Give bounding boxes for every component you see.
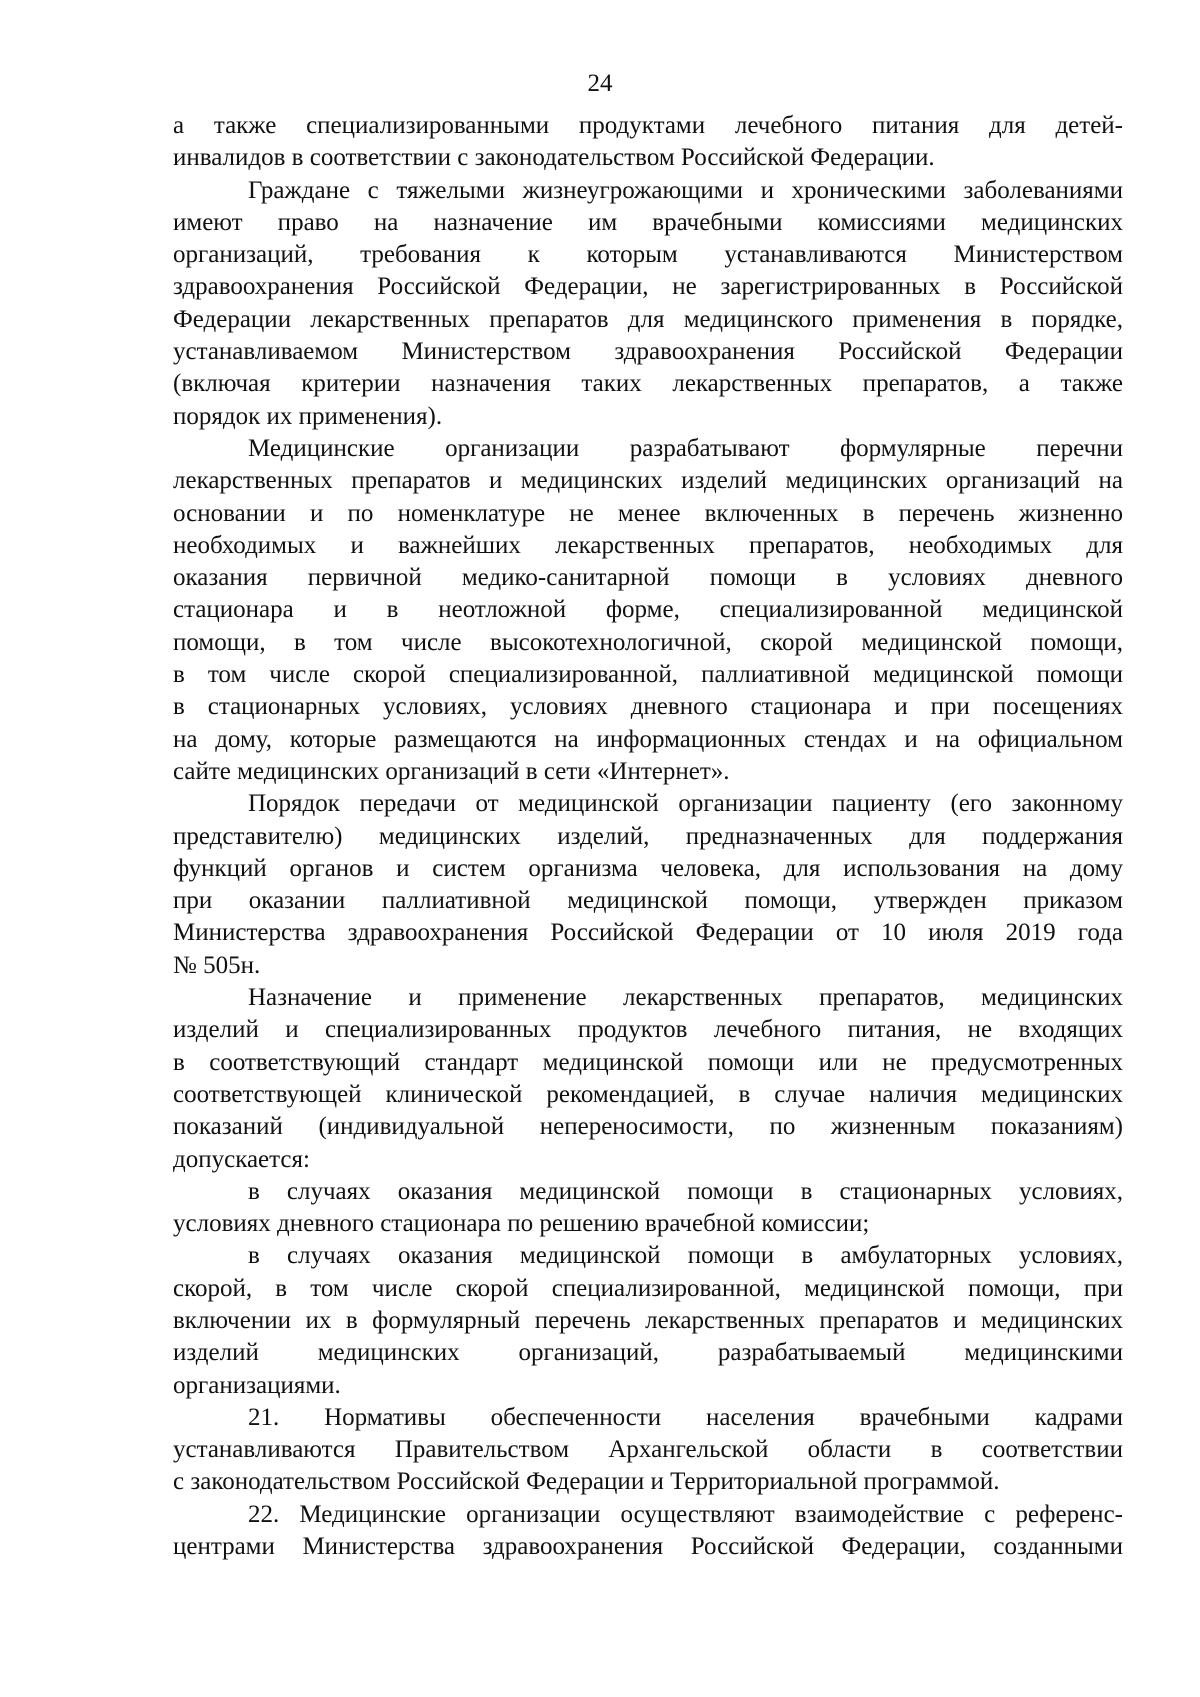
text-line: при оказании паллиативной медицинской помощи, утвержден приказом xyxy=(173,887,1123,915)
text-line: показаний (индивидуальной непереносимости, по жизненным показаниям) xyxy=(173,1113,1123,1141)
text-line: Назначение и применение лекарственных препаратов, медицинских xyxy=(248,984,1123,1012)
text-line: лекарственных препаратов и медицинских изделий медицинских организаций на xyxy=(173,467,1123,495)
text-line: Медицинские организации разрабатывают формулярные перечни xyxy=(248,434,1123,462)
text-line: 22. Медицинские организации осуществляют взаимодействие с референс- xyxy=(248,1500,1123,1528)
text-line: организациями. xyxy=(173,1371,341,1399)
text-line: на дому, которые размещаются на информационных стендах и на официальном xyxy=(173,725,1123,753)
text-line: инвалидов в соответствии с законодательством Российской Федерации. xyxy=(173,144,935,172)
text-line: условиях дневного стационара по решению врачебной комиссии; xyxy=(173,1210,870,1238)
text-line: представителю) медицинских изделий, предназначенных для поддержания xyxy=(173,822,1123,850)
text-line: центрами Министерства здравоохранения Российской Федерации, созданными xyxy=(173,1533,1123,1561)
text-line: изделий и специализированных продуктов лечебного питания, не входящих xyxy=(173,1016,1123,1044)
text-line: оказания первичной медико-санитарной помощи в условиях дневного xyxy=(173,564,1123,592)
text-line: стационара и в неотложной форме, специализированной медицинской xyxy=(173,596,1123,624)
text-line: включении их в формулярный перечень лекарственных препаратов и медицинских xyxy=(173,1306,1123,1334)
text-line: Министерства здравоохранения Российской Федерации от 10 июля 2019 года xyxy=(173,919,1123,947)
text-line: устанавливаемом Министерством здравоохранения Российской Федерации xyxy=(173,338,1123,366)
text-line: устанавливаются Правительством Архангельской области в соответствии xyxy=(173,1436,1123,1464)
document-body xyxy=(173,110,1123,1563)
text-line: в стационарных условиях, условиях дневного стационара и при посещениях xyxy=(173,693,1123,721)
text-line: допускается: xyxy=(173,1145,310,1173)
text-line: в случаях оказания медицинской помощи в амбулаторных условиях, xyxy=(248,1242,1123,1270)
text-line: основании и по номенклатуре не менее включенных в перечень жизненно xyxy=(173,499,1123,527)
text-line: с законодательством Российской Федерации и Территориальной программой. xyxy=(173,1468,1000,1496)
text-line: организаций, требования к которым устанавливаются Министерством xyxy=(173,241,1123,269)
text-line: Граждане с тяжелыми жизнеугрожающими и хроническими заболеваниями xyxy=(248,176,1123,204)
text-line: Федерации лекарственных препаратов для медицинского применения в порядке, xyxy=(173,305,1123,333)
text-line: 21. Нормативы обеспеченности населения врачебными кадрами xyxy=(248,1403,1123,1431)
text-line: изделий медицинских организаций, разрабатываемый медицинскими xyxy=(173,1339,1123,1367)
text-line: (включая критерии назначения таких лекарственных препаратов, а также xyxy=(173,370,1123,398)
text-line: порядок их применения). xyxy=(173,402,443,430)
text-line: а также специализированными продуктами лечебного питания для детей- xyxy=(173,112,1123,139)
text-line: необходимых и важнейших лекарственных препаратов, необходимых для xyxy=(173,531,1123,559)
text-line: имеют право на назначение им врачебными комиссиями медицинских xyxy=(173,208,1123,236)
text-line: помощи, в том числе высокотехнологичной, скорой медицинской помощи, xyxy=(173,628,1123,656)
page-number: 24 xyxy=(587,70,613,97)
text-line: Порядок передачи от медицинской организации пациенту (его законному xyxy=(248,790,1123,818)
text-line: в том числе скорой специализированной, паллиативной медицинской помощи xyxy=(173,661,1123,689)
text-line: соответствующей клинической рекомендацией, в случае наличия медицинских xyxy=(173,1080,1123,1108)
text-line: сайте медицинских организаций в сети «Интернет». xyxy=(173,757,730,785)
text-line: скорой, в том числе скорой специализированной, медицинской помощи, при xyxy=(173,1274,1123,1302)
text-line: в соответствующий стандарт медицинской помощи или не предусмотренных xyxy=(173,1048,1123,1076)
text-line: № 505н. xyxy=(173,951,261,979)
text-line: функций органов и систем организма человека, для использования на дому xyxy=(173,854,1123,882)
text-line: здравоохранения Российской Федерации, не зарегистрированных в Российской xyxy=(173,273,1123,301)
text-line: в случаях оказания медицинской помощи в стационарных условиях, xyxy=(248,1177,1123,1205)
